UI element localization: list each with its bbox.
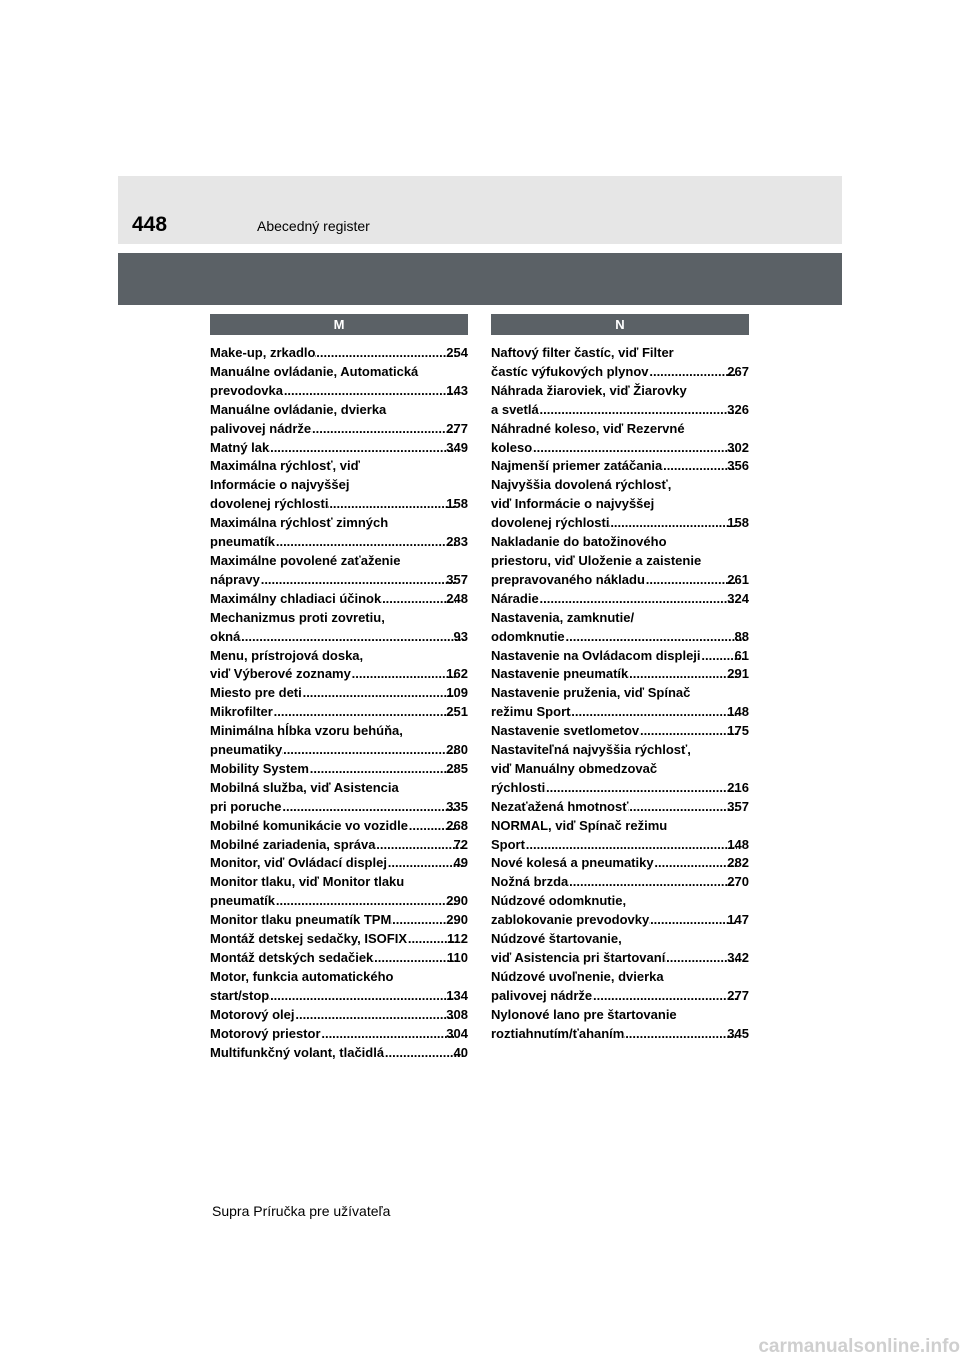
entry-text: Manuálne ovládanie, dvierka (210, 401, 387, 417)
entry-page-number: 304 (446, 1025, 468, 1041)
dot-leader (639, 722, 737, 741)
entry-text: viď Informácie o najvyššej (491, 496, 655, 512)
entry-page-number: 345 (727, 1025, 749, 1041)
entry-list-m (210, 344, 468, 1062)
entry-page-number: 280 (446, 742, 468, 758)
footer-manual-title: Supra Príručka pre užívateľa (212, 1203, 391, 1219)
dot-leader (645, 571, 737, 590)
entry-text: Najvyššia dovolená rýchlosť, (491, 477, 672, 493)
entry-text: Maximálny chladiaci účinok (210, 590, 382, 606)
entry-page-number: 112 (447, 931, 468, 947)
dot-leader (269, 987, 456, 1006)
dot-leader (260, 571, 456, 590)
entry-text: Nakladanie do batožinového (491, 534, 667, 550)
entry-page-number: 72 (453, 836, 468, 852)
index-entry (491, 684, 749, 722)
entry-text: prepravovaného nákladu (491, 571, 645, 587)
dot-leader (662, 457, 737, 476)
entry-text: Náhrada žiaroviek, viď Žiarovky (491, 382, 687, 398)
dot-leader (628, 798, 737, 817)
index-entry (210, 552, 468, 590)
dot-leader (283, 382, 456, 401)
index-entry (491, 854, 749, 873)
index-entry (210, 363, 468, 401)
entry-page-number: 251 (446, 704, 468, 720)
entry-text: Make-up, zrkadlo (210, 345, 316, 360)
entry-text: palivovej nádrže (491, 987, 593, 1003)
entry-text: zablokovanie prevodovky (491, 912, 650, 928)
entry-text: Menu, prístrojová doska, (210, 647, 364, 663)
entry-text: Nastavenie svetlometov (491, 723, 640, 739)
entry-text: Náhradné koleso, viď Rezervné (491, 420, 685, 436)
index-entry (491, 590, 749, 609)
entry-page-number: 254 (446, 345, 468, 360)
dot-leader (539, 590, 738, 609)
entry-text: pneumatík (210, 893, 276, 909)
entry-page-number: 49 (453, 855, 468, 871)
dot-leader (309, 760, 456, 779)
index-entry (210, 836, 468, 855)
entry-text: Informácie o najvyššej (210, 477, 350, 493)
dot-leader (649, 911, 737, 930)
entry-text: priestoru, viď Uloženie a zaistenie (491, 552, 702, 568)
index-column-n (491, 314, 749, 1044)
entry-page-number: 290 (446, 893, 468, 909)
entry-text: viď Výberové zoznamy (210, 666, 351, 682)
entry-text: Najmenší priemer zatáčania (491, 458, 663, 474)
entry-text: režimu Sport (491, 704, 571, 720)
page-number: 448 (132, 213, 168, 236)
entry-page-number: 270 (727, 874, 749, 890)
entry-page-number: 248 (446, 590, 468, 606)
entry-text: NORMAL, viď Spínač režimu (491, 817, 668, 833)
index-entry (210, 609, 468, 647)
dot-leader (321, 1025, 457, 1044)
index-entry (491, 722, 749, 741)
dot-leader (273, 703, 456, 722)
entry-text: okná (210, 628, 241, 644)
index-entry (491, 817, 749, 855)
entry-text: dovolenej rýchlosti (210, 496, 329, 512)
index-entry (210, 722, 468, 760)
index-entry (491, 798, 749, 817)
entry-page-number: 162 (446, 666, 468, 682)
index-entry (210, 873, 468, 911)
entry-list-n (491, 344, 749, 1044)
index-entry (210, 401, 468, 439)
entry-page-number: 147 (727, 912, 749, 928)
dot-leader (328, 495, 456, 514)
index-entry (491, 609, 749, 647)
entry-text: pneumatík (210, 534, 276, 550)
entry-page-number: 40 (453, 1044, 468, 1060)
entry-page-number: 158 (727, 515, 749, 531)
entry-text: Maximálna rýchlosť, viď (210, 458, 360, 474)
index-entry (491, 420, 749, 458)
letter-heading-n: N (491, 314, 749, 335)
entry-text: viď Manuálny obmedzovač (491, 760, 658, 776)
index-entry (491, 741, 749, 798)
entry-text: pneumatiky (210, 742, 283, 758)
entry-page-number: 109 (446, 685, 468, 701)
entry-text: dovolenej rýchlosti (491, 515, 610, 531)
entry-text: Nezaťažená hmotnosť (491, 798, 629, 814)
index-entry (491, 533, 749, 590)
index-entry (491, 344, 749, 382)
entry-page-number: 302 (727, 439, 749, 455)
index-entry (210, 1025, 468, 1044)
entry-text: Minimálna hĺbka vzoru behúňa, (210, 723, 403, 739)
entry-page-number: 267 (727, 363, 749, 379)
index-entry (491, 930, 749, 968)
entry-text: Naftový filter častíc, viď Filter (491, 345, 674, 360)
entry-text: rýchlosti (491, 779, 546, 795)
index-entry (210, 514, 468, 552)
dot-leader (302, 684, 457, 703)
entry-page-number: 290 (446, 912, 468, 928)
entry-text: Monitor tlaku, viď Monitor tlaku (210, 874, 405, 890)
dot-leader (525, 836, 737, 855)
entry-page-number: 324 (727, 590, 749, 606)
header-band (118, 176, 842, 244)
entry-page-number: 326 (727, 401, 749, 417)
dot-leader (384, 1044, 463, 1063)
entry-text: Mobilná služba, viď Asistencia (210, 779, 399, 795)
entry-page-number: 175 (727, 723, 749, 739)
entry-page-number: 277 (446, 420, 468, 436)
entry-text: odomknutie (491, 628, 565, 644)
index-entry (491, 457, 749, 476)
entry-page-number: 349 (446, 439, 468, 455)
entry-text: Monitor, viď Ovládací displej (210, 855, 387, 871)
entry-text: Matný lak (210, 439, 270, 455)
entry-text: Mobilné zariadenia, správa (210, 836, 376, 852)
entry-text: Náradie (491, 590, 539, 606)
entry-page-number: 216 (727, 779, 749, 795)
entry-page-number: 285 (446, 760, 468, 776)
entry-text: Sport (491, 836, 525, 852)
entry-text: Nastavenie na Ovládacom displeji (491, 647, 701, 663)
entry-page-number: 148 (727, 836, 749, 852)
entry-text: start/stop (210, 987, 270, 1003)
header-dark-band (118, 253, 842, 305)
entry-text: Multifunkčný volant, tlačidlá (210, 1044, 385, 1060)
index-entry (491, 476, 749, 533)
dot-leader (568, 873, 737, 892)
dot-leader (282, 798, 457, 817)
entry-page-number: 282 (727, 855, 749, 871)
index-entry (210, 457, 468, 514)
index-entry (210, 1006, 468, 1025)
dot-leader (275, 892, 456, 911)
entry-text: prevodovka (210, 382, 283, 398)
entry-text: roztiahnutím/ťahaním (491, 1025, 625, 1041)
dot-leader (545, 779, 737, 798)
entry-text: Motorový olej (210, 1006, 295, 1022)
entry-text: viď Asistencia pri štartovaní (491, 950, 666, 965)
entry-text: Manuálne ovládanie, Automatická (210, 363, 419, 379)
index-entry (210, 344, 468, 363)
entry-text: častíc výfukových plynov (491, 363, 649, 379)
index-entry (210, 817, 468, 836)
dot-leader (315, 344, 456, 363)
dot-leader (295, 1006, 457, 1025)
dot-leader (628, 665, 737, 684)
entry-page-number: 61 (734, 647, 749, 663)
entry-text: Monitor tlaku pneumatík TPM (210, 912, 392, 928)
dot-leader (311, 420, 456, 439)
index-entry (491, 1006, 749, 1044)
entry-page-number: 342 (727, 950, 749, 965)
entry-page-number: 148 (727, 704, 749, 720)
dot-leader (387, 854, 464, 873)
entry-text: Motorový priestor (210, 1025, 321, 1041)
dot-leader (624, 1025, 737, 1044)
dot-leader (570, 703, 737, 722)
entry-text: Núdzové štartovanie, (491, 931, 622, 947)
entry-text: pri poruche (210, 798, 282, 814)
entry-text: Maximálna rýchlosť zimných (210, 515, 389, 531)
index-entry (491, 892, 749, 930)
entry-text: Miesto pre deti (210, 685, 302, 701)
index-entry (491, 665, 749, 684)
dot-leader (609, 514, 737, 533)
entry-text: Nové kolesá a pneumatiky (491, 855, 654, 871)
dot-leader (240, 628, 463, 647)
dot-leader (532, 439, 737, 458)
index-entry (210, 1044, 468, 1063)
entry-text: Mikrofilter (210, 704, 273, 720)
index-entry (210, 647, 468, 685)
index-entry (210, 949, 468, 968)
entry-text: Nastavenia, zamknutie/ (491, 609, 635, 625)
dot-leader (351, 665, 456, 684)
index-entry (491, 647, 749, 666)
dot-leader (269, 439, 456, 458)
entry-page-number: 110 (447, 950, 468, 965)
index-entry (210, 930, 468, 949)
dot-leader (275, 533, 456, 552)
entry-page-number: 88 (734, 628, 749, 644)
entry-text: palivovej nádrže (210, 420, 312, 436)
entry-text: koleso (491, 439, 533, 455)
dot-leader (282, 741, 456, 760)
entry-page-number: 283 (446, 534, 468, 550)
entry-page-number: 143 (446, 382, 468, 398)
index-entry (210, 854, 468, 873)
index-column-m (210, 314, 468, 1062)
entry-page-number: 93 (453, 628, 468, 644)
index-entry (210, 968, 468, 1006)
index-entry (210, 760, 468, 779)
index-entry (491, 873, 749, 892)
index-entry (491, 382, 749, 420)
dot-leader (539, 401, 738, 420)
entry-page-number: 308 (446, 1006, 468, 1022)
entry-text: nápravy (210, 571, 260, 587)
entry-text: Mobility System (210, 760, 309, 776)
entry-text: a svetlá (491, 401, 539, 417)
dot-leader (654, 854, 738, 873)
entry-page-number: 356 (727, 458, 749, 474)
index-entry (210, 590, 468, 609)
entry-text: Núdzové uvoľnenie, dvierka (491, 968, 664, 984)
index-entry (210, 911, 468, 930)
index-entry (210, 779, 468, 817)
entry-page-number: 261 (727, 571, 749, 587)
entry-text: Motor, funkcia automatického (210, 968, 394, 984)
entry-page-number: 277 (727, 987, 749, 1003)
entry-page-number: 158 (446, 496, 468, 512)
entry-text: Mechanizmus proti zovretiu, (210, 609, 385, 625)
entry-text: Maximálne povolené zaťaženie (210, 552, 401, 568)
entry-page-number: 335 (446, 798, 468, 814)
entry-text: Nožná brzda (491, 874, 569, 890)
entry-text: Nastaviteľná najvyššia rýchlosť, (491, 742, 691, 758)
entry-text: Nastavenie pruženia, viď Spínač (491, 685, 691, 701)
entry-page-number: 268 (446, 817, 468, 833)
entry-page-number: 291 (727, 666, 749, 682)
entry-text: Mobilné komunikácie vo vozidle (210, 817, 408, 833)
watermark: carmanualsonline.info (758, 1336, 960, 1357)
dot-leader (381, 590, 456, 609)
dot-leader (592, 987, 737, 1006)
entry-text: Montáž detských sedačiek (210, 950, 374, 965)
section-title: Abecedný register (257, 218, 370, 234)
dot-leader (375, 836, 463, 855)
entry-page-number: 357 (727, 798, 749, 814)
index-entry (210, 684, 468, 703)
letter-heading-m: M (210, 314, 468, 335)
index-entry (210, 703, 468, 722)
entry-page-number: 134 (446, 987, 468, 1003)
entry-text: Núdzové odomknutie, (491, 893, 627, 909)
entry-page-number: 357 (446, 571, 468, 587)
dot-leader (373, 949, 457, 968)
entry-text: Montáž detskej sedačky, ISOFIX (210, 931, 407, 947)
dot-leader (565, 628, 745, 647)
entry-text: Nylonové lano pre štartovanie (491, 1006, 677, 1022)
dot-leader (649, 363, 738, 382)
index-entry (210, 439, 468, 458)
index-entry (491, 968, 749, 1006)
entry-text: Nastavenie pneumatík (491, 666, 629, 682)
